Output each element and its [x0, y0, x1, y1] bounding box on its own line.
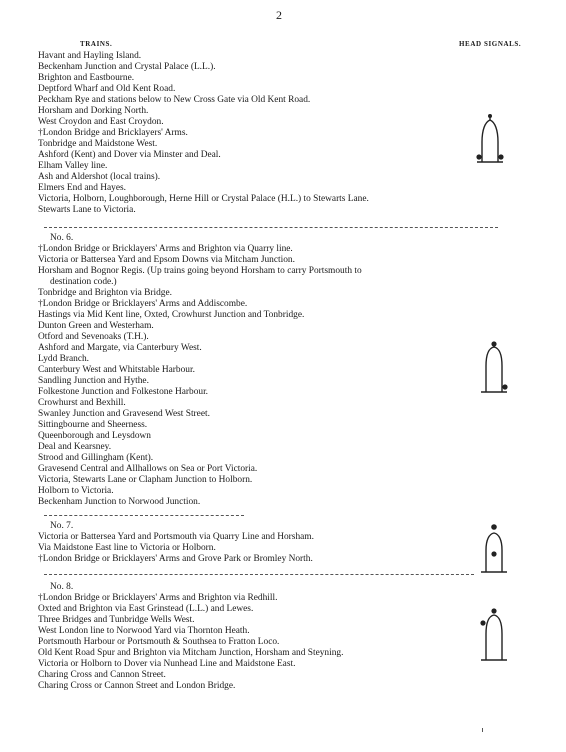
locomotive-front-headcode-6-icon — [474, 336, 514, 396]
section-7-number: No. 7. — [50, 521, 74, 531]
head-signals-column-header: HEAD SIGNALS. — [459, 40, 522, 48]
train-route-line: Lydd Branch. — [38, 354, 90, 364]
train-route-line: †London Bridge or Bricklayers' Arms and Addiscombe. — [38, 299, 248, 309]
train-route-line: Ashford and Margate, via Canterbury West. — [38, 343, 202, 353]
train-route-line: Old Kent Road Spur and Brighton via Mitcham Junction, Horsham and Steyning. — [38, 648, 344, 658]
train-route-line: Sittingbourne and Sheerness. — [38, 420, 148, 430]
train-route-line: Victoria, Stewarts Lane or Clapham Junction to Holborn. — [38, 475, 253, 485]
train-route-line: Holborn to Victoria. — [38, 486, 114, 496]
train-route-line: Otford and Sevenoaks (T.H.). — [38, 332, 149, 342]
train-route-line: Beckenham Junction and Crystal Palace (L.L.). — [38, 62, 216, 72]
train-route-line: Ash and Aldershot (local trains). — [38, 172, 161, 182]
train-route-line: Three Bridges and Tunbridge Wells West. — [38, 615, 195, 625]
train-route-line: Charing Cross and Cannon Street. — [38, 670, 166, 680]
page-number: 2 — [276, 8, 282, 22]
train-route-line: Peckham Rye and stations below to New Cross Gate via Old Kent Road. — [38, 95, 311, 105]
train-route-line: Gravesend Central and Allhallows on Sea or Port Victoria. — [38, 464, 258, 474]
train-route-line: Charing Cross or Cannon Street and London Bridge. — [38, 681, 236, 691]
train-route-line: Deptford Wharf and Old Kent Road. — [38, 84, 176, 94]
train-route-line: Beckenham Junction to Norwood Junction. — [38, 497, 201, 507]
locomotive-front-headcode-5-icon — [470, 108, 510, 166]
train-route-line: Canterbury West and Whitstable Harbour. — [38, 365, 195, 375]
train-route-line: Deal and Kearsney. — [38, 442, 112, 452]
section-divider — [44, 574, 474, 575]
train-route-line: Stewarts Lane to Victoria. — [38, 205, 136, 215]
train-route-line: Havant and Hayling Island. — [38, 51, 142, 61]
train-route-line: Queenborough and Leysdown — [38, 431, 151, 441]
locomotive-front-headcode-7-icon — [474, 518, 514, 576]
section-divider — [44, 227, 498, 228]
train-route-line: †London Bridge or Bricklayers' Arms and Brighton via Quarry line. — [38, 244, 293, 254]
train-route-line: Victoria or Battersea Yard and Portsmouth via Quarry Line and Horsham. — [38, 532, 314, 542]
section-6-number: No. 6. — [50, 233, 74, 243]
train-route-line: destination code.) — [50, 277, 117, 287]
trains-column-header: TRAINS. — [80, 40, 113, 48]
train-route-line: West Croydon and East Croydon. — [38, 117, 164, 127]
page-mark — [482, 728, 483, 732]
train-route-line: Via Maidstone East line to Victoria or Holborn. — [38, 543, 216, 553]
train-route-line: Victoria or Holborn to Dover via Nunhead Line and Maidstone East. — [38, 659, 296, 669]
train-route-line: Dunton Green and Westerham. — [38, 321, 154, 331]
train-route-line: Victoria, Holborn, Loughborough, Herne Hill or Crystal Palace (H.L.) to Stewarts Lane. — [38, 194, 369, 204]
train-route-line: Victoria or Battersea Yard and Epsom Downs via Mitcham Junction. — [38, 255, 295, 265]
train-route-line: Elmers End and Hayes. — [38, 183, 126, 193]
train-route-line: Oxted and Brighton via East Grinstead (L.L.) and Lewes. — [38, 604, 254, 614]
train-route-line: †London Bridge and Bricklayers' Arms. — [38, 128, 188, 138]
train-route-line: Brighton and Eastbourne. — [38, 73, 135, 83]
section-8-number: No. 8. — [50, 582, 74, 592]
train-route-line: †London Bridge or Bricklayers' Arms and Grove Park or Bromley North. — [38, 554, 313, 564]
train-route-line: Sandling Junction and Hythe. — [38, 376, 149, 386]
train-route-line: Horsham and Bognor Regis. (Up trains going beyond Horsham to carry Portsmouth to — [38, 266, 362, 276]
train-route-line: †London Bridge or Bricklayers' Arms and Brighton via Redhill. — [38, 593, 278, 603]
train-route-line: Elham Valley line. — [38, 161, 108, 171]
train-route-line: Folkestone Junction and Folkestone Harbour. — [38, 387, 209, 397]
train-route-line: Tonbridge and Maidstone West. — [38, 139, 158, 149]
section-divider — [44, 515, 244, 516]
train-route-line: Swanley Junction and Gravesend West Street. — [38, 409, 210, 419]
train-route-line: Horsham and Dorking North. — [38, 106, 149, 116]
train-route-line: Ashford (Kent) and Dover via Minster and Deal. — [38, 150, 221, 160]
locomotive-front-headcode-8-icon — [474, 602, 514, 664]
train-route-line: Portsmouth Harbour or Portsmouth & Southsea to Fratton Loco. — [38, 637, 280, 647]
train-route-line: Strood and Gillingham (Kent). — [38, 453, 154, 463]
train-route-line: Hastings via Mid Kent line, Oxted, Crowhurst Junction and Tonbridge. — [38, 310, 305, 320]
train-route-line: Tonbridge and Brighton via Bridge. — [38, 288, 172, 298]
train-route-line: Crowhurst and Bexhill. — [38, 398, 126, 408]
train-route-line: West London line to Norwood Yard via Thornton Heath. — [38, 626, 250, 636]
